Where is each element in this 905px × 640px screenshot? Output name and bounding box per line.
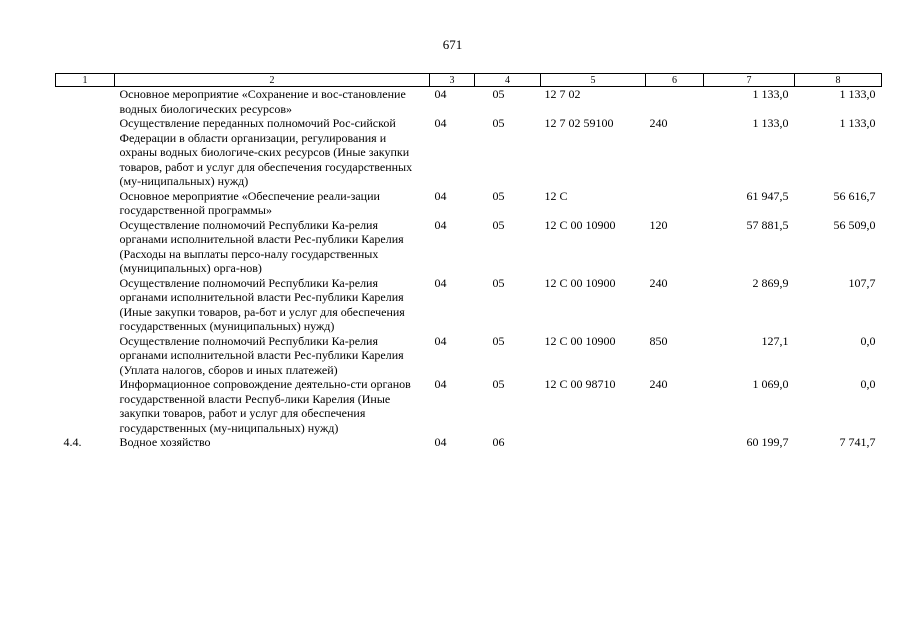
expense-name: Осуществление переданных полномочий Рос-сийской Федерации в области организации, регулирования и охраны водных биологиче-ских ресурсов (Иные закупки товаров, работ и услуг для обеспечения государственных (му-ниципальных) нужд) [119, 116, 413, 188]
subsection-code: 05 [492, 275, 505, 290]
subsection-code: 05 [492, 116, 505, 130]
table-row [56, 334, 882, 378]
amount-year-2: 1 133,0 [839, 87, 876, 101]
expense-type-code: 120 [649, 217, 668, 232]
table-body [56, 87, 882, 450]
table-row [56, 377, 882, 435]
expense-type-code: 240 [649, 275, 668, 290]
column-header: 2 [115, 74, 430, 87]
subsection-code: 05 [492, 333, 505, 348]
target-article-code [541, 435, 646, 450]
section-code: 04 [434, 217, 447, 232]
table-row [56, 435, 882, 450]
column-number-row [56, 74, 882, 87]
row-number [56, 218, 115, 276]
target-article-code: 12 С [544, 188, 568, 203]
target-article-code: 12 С 00 10900 [544, 275, 616, 290]
expense-type-code [646, 87, 704, 117]
subsection-code: 06 [492, 435, 505, 449]
column-header: 4 [475, 74, 541, 87]
amount-year-1: 127,1 [761, 333, 789, 348]
row-number [56, 276, 115, 334]
table-header [56, 74, 882, 87]
expense-name: Основное мероприятие «Сохранение и вос-становление водных биологических ресурсов» [119, 87, 406, 116]
amount-year-1: 1 133,0 [752, 87, 789, 101]
subsection-code: 05 [492, 217, 505, 232]
column-header: 6 [646, 74, 704, 87]
expense-name: Осуществление полномочий Республики Ка-релия органами исполнительной власти Рес-публики Карелия (Иные закупки товаров, ра-бот и услуг для обеспечения государственных (муниципальных) нужд) [119, 275, 405, 333]
section-code: 04 [434, 275, 447, 290]
expense-name: Осуществление полномочий Республики Ка-релия органами исполнительной власти Рес-публики Карелия (Расходы на выплаты персо-налу государственных (муниципальных) орга-нов) [119, 217, 404, 275]
section-code: 04 [434, 188, 447, 203]
section-code: 04 [434, 435, 447, 449]
row-number [56, 334, 115, 378]
amount-year-2: 56 509,0 [833, 217, 876, 232]
table-row [56, 87, 882, 117]
expense-name: Основное мероприятие «Обеспечение реали-зации государственной программы» [119, 188, 380, 217]
subsection-code: 05 [492, 87, 505, 101]
budget-table [55, 73, 882, 450]
amount-year-1: 2 869,9 [752, 275, 789, 290]
amount-year-2: 0,0 [860, 333, 876, 348]
target-article-code: 12 С 00 10900 [544, 333, 616, 348]
subsection-code: 05 [492, 377, 505, 391]
section-code: 04 [434, 116, 447, 130]
expense-type-code: 850 [649, 333, 668, 348]
amount-year-1: 1 069,0 [752, 377, 789, 391]
amount-year-2: 7 741,7 [839, 435, 876, 449]
table-row [56, 116, 882, 189]
expense-name: Информационное сопровождение деятельно-сти органов государственной власти Респуб-лики Карелия (Иные закупки товаров, работ и услуг для обеспечения государственных (му-ниципальных) нужд) [119, 377, 411, 435]
expense-type-code [646, 435, 704, 450]
column-header: 7 [704, 74, 795, 87]
row-number [56, 116, 115, 189]
target-article-code: 12 С 00 98710 [544, 377, 616, 391]
row-number [56, 377, 115, 435]
target-article-code: 12 7 02 [544, 87, 581, 101]
table-row [56, 189, 882, 218]
target-article-code: 12 С 00 10900 [544, 217, 616, 232]
expense-name: Водное хозяйство [119, 435, 211, 449]
column-header: 8 [795, 74, 882, 87]
expense-name: Осуществление полномочий Республики Ка-релия органами исполнительной власти Рес-публики Карелия (Уплата налогов, сборов и иных платежей) [119, 333, 404, 377]
amount-year-2: 1 133,0 [839, 116, 876, 130]
column-header: 1 [56, 74, 115, 87]
amount-year-2: 56 616,7 [833, 188, 876, 203]
column-header: 3 [430, 74, 475, 87]
amount-year-2: 0,0 [860, 377, 876, 391]
column-header: 5 [541, 74, 646, 87]
page-number: 671 [442, 37, 463, 52]
amount-year-2: 107,7 [848, 275, 876, 290]
row-number [56, 189, 115, 218]
amount-year-1: 1 133,0 [752, 116, 789, 130]
expense-type-code: 240 [649, 116, 668, 130]
expense-type-code [646, 189, 704, 218]
table-row [56, 218, 882, 276]
section-code: 04 [434, 87, 447, 101]
table-row [56, 276, 882, 334]
amount-year-1: 57 881,5 [746, 217, 789, 232]
amount-year-1: 61 947,5 [746, 188, 789, 203]
row-number [56, 87, 115, 117]
row-number: 4.4. [63, 435, 82, 449]
expense-type-code: 240 [649, 377, 668, 391]
subsection-code: 05 [492, 188, 505, 203]
target-article-code: 12 7 02 59100 [544, 116, 614, 130]
section-code: 04 [434, 377, 447, 391]
amount-year-1: 60 199,7 [746, 435, 789, 449]
section-code: 04 [434, 333, 447, 348]
